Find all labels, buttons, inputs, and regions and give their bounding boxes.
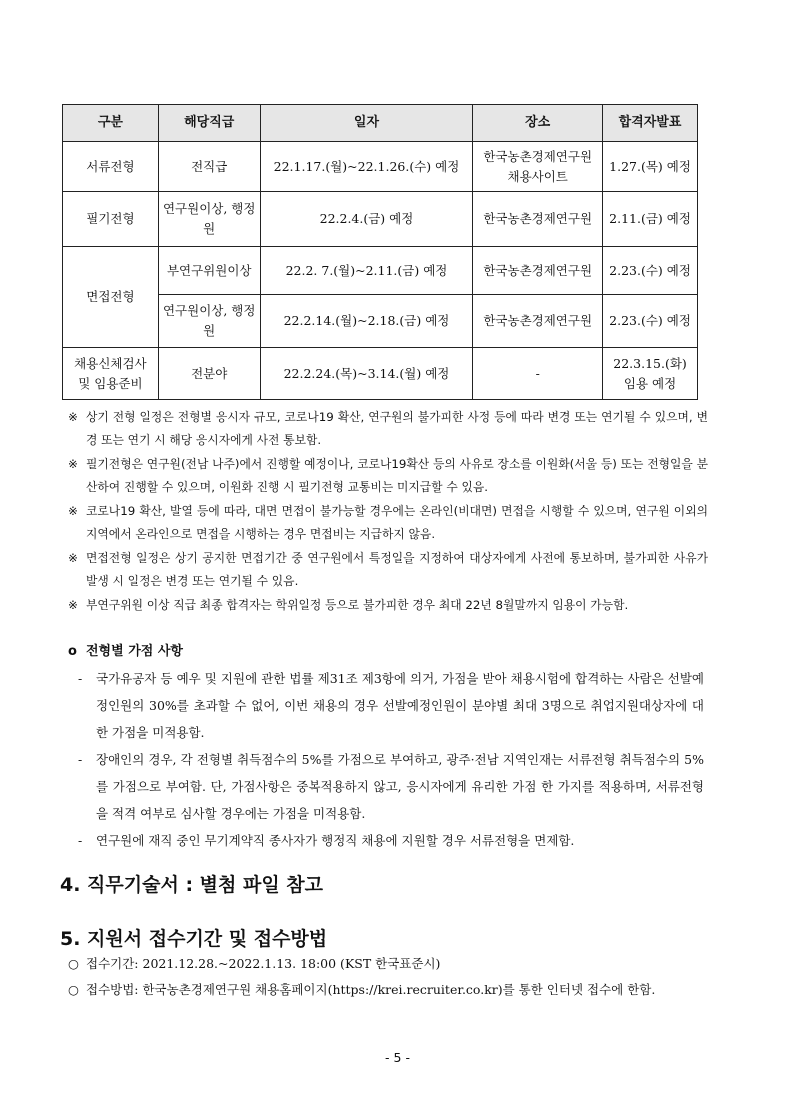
table-row: [63, 192, 698, 247]
note-text: 필기전형은 연구원(전남 나주)에서 진행할 예정이나, 코로나19확산 등의 사유로 장소를 이원화(서울 등) 또는 전형일을 분산하여 진행할 수 있으며, 이원화 진행 시 필기전형 교통비는 미지급할 수 있음.: [86, 457, 708, 494]
list-item: [78, 665, 704, 746]
note-item: [68, 406, 708, 452]
table-row: [63, 142, 698, 192]
cell-place: 한국농촌경제연구원: [473, 295, 603, 348]
header-grade: 해당직급: [158, 105, 260, 142]
reference-mark-icon: ※: [68, 598, 78, 612]
circle-bullet-icon: ○: [68, 956, 79, 971]
list-item-text: 연구원에 재직 중인 무기계약직 종사자가 행정직 채용에 지원할 경우 서류전형을 면제함.: [96, 833, 575, 848]
note-item: [68, 500, 708, 546]
section-5-heading: 5. 지원서 접수기간 및 접수방법: [60, 928, 328, 950]
header-stage: 구분: [63, 105, 159, 142]
cell-stage: 서류전형: [63, 142, 159, 192]
application-method-text: 접수방법: 한국농촌경제연구원 채용홈페이지(https://krei.recruiter.co.kr)를 통한 인터넷 접수에 한함.: [86, 982, 656, 997]
dash-icon: -: [78, 833, 83, 848]
reference-mark-icon: ※: [68, 551, 78, 565]
bonus-list: [78, 665, 704, 854]
table-row: [63, 247, 698, 295]
note-text: 부연구위원 이상 직급 최종 합격자는 학위일정 등으로 불가피한 경우 최대 22년 8월말까지 임용이 가능함.: [86, 598, 629, 612]
cell-announce: 22.3.15.(화) 임용 예정: [603, 348, 698, 400]
schedule-notes: [68, 406, 708, 618]
note-item: [68, 453, 708, 499]
cell-grade: 전직급: [158, 142, 260, 192]
cell-stage: 면접전형: [63, 247, 159, 348]
cell-grade: 전분야: [158, 348, 260, 400]
table-row: [63, 348, 698, 400]
application-period: [68, 951, 708, 977]
cell-place: 한국농촌경제연구원: [473, 247, 603, 295]
note-item: [68, 594, 708, 617]
list-item-text: 장애인의 경우, 각 전형별 취득점수의 5%를 가점으로 부여하고, 광주·전남 지역인재는 서류전형 취득점수의 5%를 가점으로 부여함. 단, 가점사항은 중복적용하지 않고, 응시자에게 유리한 가점 한 가지를 적용하며, 서류전형을 적격 여부로 심사할 경우에는 가점을 미적용함.: [96, 752, 704, 821]
bonus-heading: [68, 640, 183, 659]
cell-place: 한국농촌경제연구원: [473, 192, 603, 247]
cell-date: 22.2.4.(금) 예정: [260, 192, 473, 247]
cell-announce: 1.27.(목) 예정: [603, 142, 698, 192]
list-item: [78, 746, 704, 827]
cell-date: 22.2.14.(월)~2.18.(금) 예정: [260, 295, 473, 348]
cell-stage: 필기전형: [63, 192, 159, 247]
header-place: 장소: [473, 105, 603, 142]
cell-place: -: [473, 348, 603, 400]
bonus-title: 전형별 가점 사항: [86, 644, 183, 659]
header-announce: 합격자발표: [603, 105, 698, 142]
cell-grade: 연구원이상, 행정원: [158, 192, 260, 247]
reference-mark-icon: ※: [68, 504, 78, 518]
table-row: [63, 295, 698, 348]
list-item-text: 국가유공자 등 예우 및 지원에 관한 법률 제31조 제3항에 의거, 가점을 받아 채용시험에 합격하는 사람은 선발예정인원의 30%를 초과할 수 없어, 이번 채용의 경우 선발예정인원이 분야별 최대 3명으로 취업지원대상자에 대한 가점을 미적용함.: [96, 671, 704, 740]
application-method: [68, 977, 708, 1003]
bullet-icon: o: [68, 644, 77, 659]
cell-grade: 부연구위원이상: [158, 247, 260, 295]
list-item: [78, 827, 704, 854]
note-text: 상기 전형 일정은 전형별 응시자 규모, 코로나19 확산, 연구원의 불가피한 사정 등에 따라 변경 또는 연기될 수 있으며, 변경 또는 연기 시 해당 응시자에게 사전 통보함.: [86, 410, 708, 447]
note-item: [68, 547, 708, 593]
cell-date: 22.2.24.(목)~3.14.(월) 예정: [260, 348, 473, 400]
note-text: 코로나19 확산, 발열 등에 따라, 대면 면접이 불가능할 경우에는 온라인(비대면) 면접을 시행할 수 있으며, 연구원 이외의 지역에서 온라인으로 면접을 시행하는 경우 면접비는 지급하지 않음.: [86, 504, 708, 541]
header-date: 일자: [260, 105, 473, 142]
cell-date: 22.1.17.(월)~22.1.26.(수) 예정: [260, 142, 473, 192]
cell-place: 한국농촌경제연구원 채용사이트: [473, 142, 603, 192]
page-number: - 5 -: [385, 1050, 410, 1065]
note-text: 면접전형 일정은 상기 공지한 면접기간 중 연구원에서 특정일을 지정하여 대상자에게 사전에 통보하며, 불가피한 사유가 발생 시 일정은 변경 또는 연기될 수 있음.: [86, 551, 708, 588]
reference-mark-icon: ※: [68, 410, 78, 424]
cell-announce: 2.23.(수) 예정: [603, 295, 698, 348]
section-4-heading: 4. 직무기술서 : 별첨 파일 참고: [60, 874, 324, 896]
circle-bullet-icon: ○: [68, 982, 79, 997]
cell-grade: 연구원이상, 행정원: [158, 295, 260, 348]
reference-mark-icon: ※: [68, 457, 78, 471]
dash-icon: -: [78, 671, 83, 686]
cell-date: 22.2. 7.(월)~2.11.(금) 예정: [260, 247, 473, 295]
cell-announce: 2.23.(수) 예정: [603, 247, 698, 295]
table-header-row: [63, 105, 698, 142]
cell-stage: 채용신체검사 및 임용준비: [63, 348, 159, 400]
cell-announce: 2.11.(금) 예정: [603, 192, 698, 247]
dash-icon: -: [78, 752, 83, 767]
application-period-text: 접수기간: 2021.12.28.~2022.1.13. 18:00 (KST 한국표준시): [86, 956, 441, 971]
schedule-table: [62, 104, 698, 400]
